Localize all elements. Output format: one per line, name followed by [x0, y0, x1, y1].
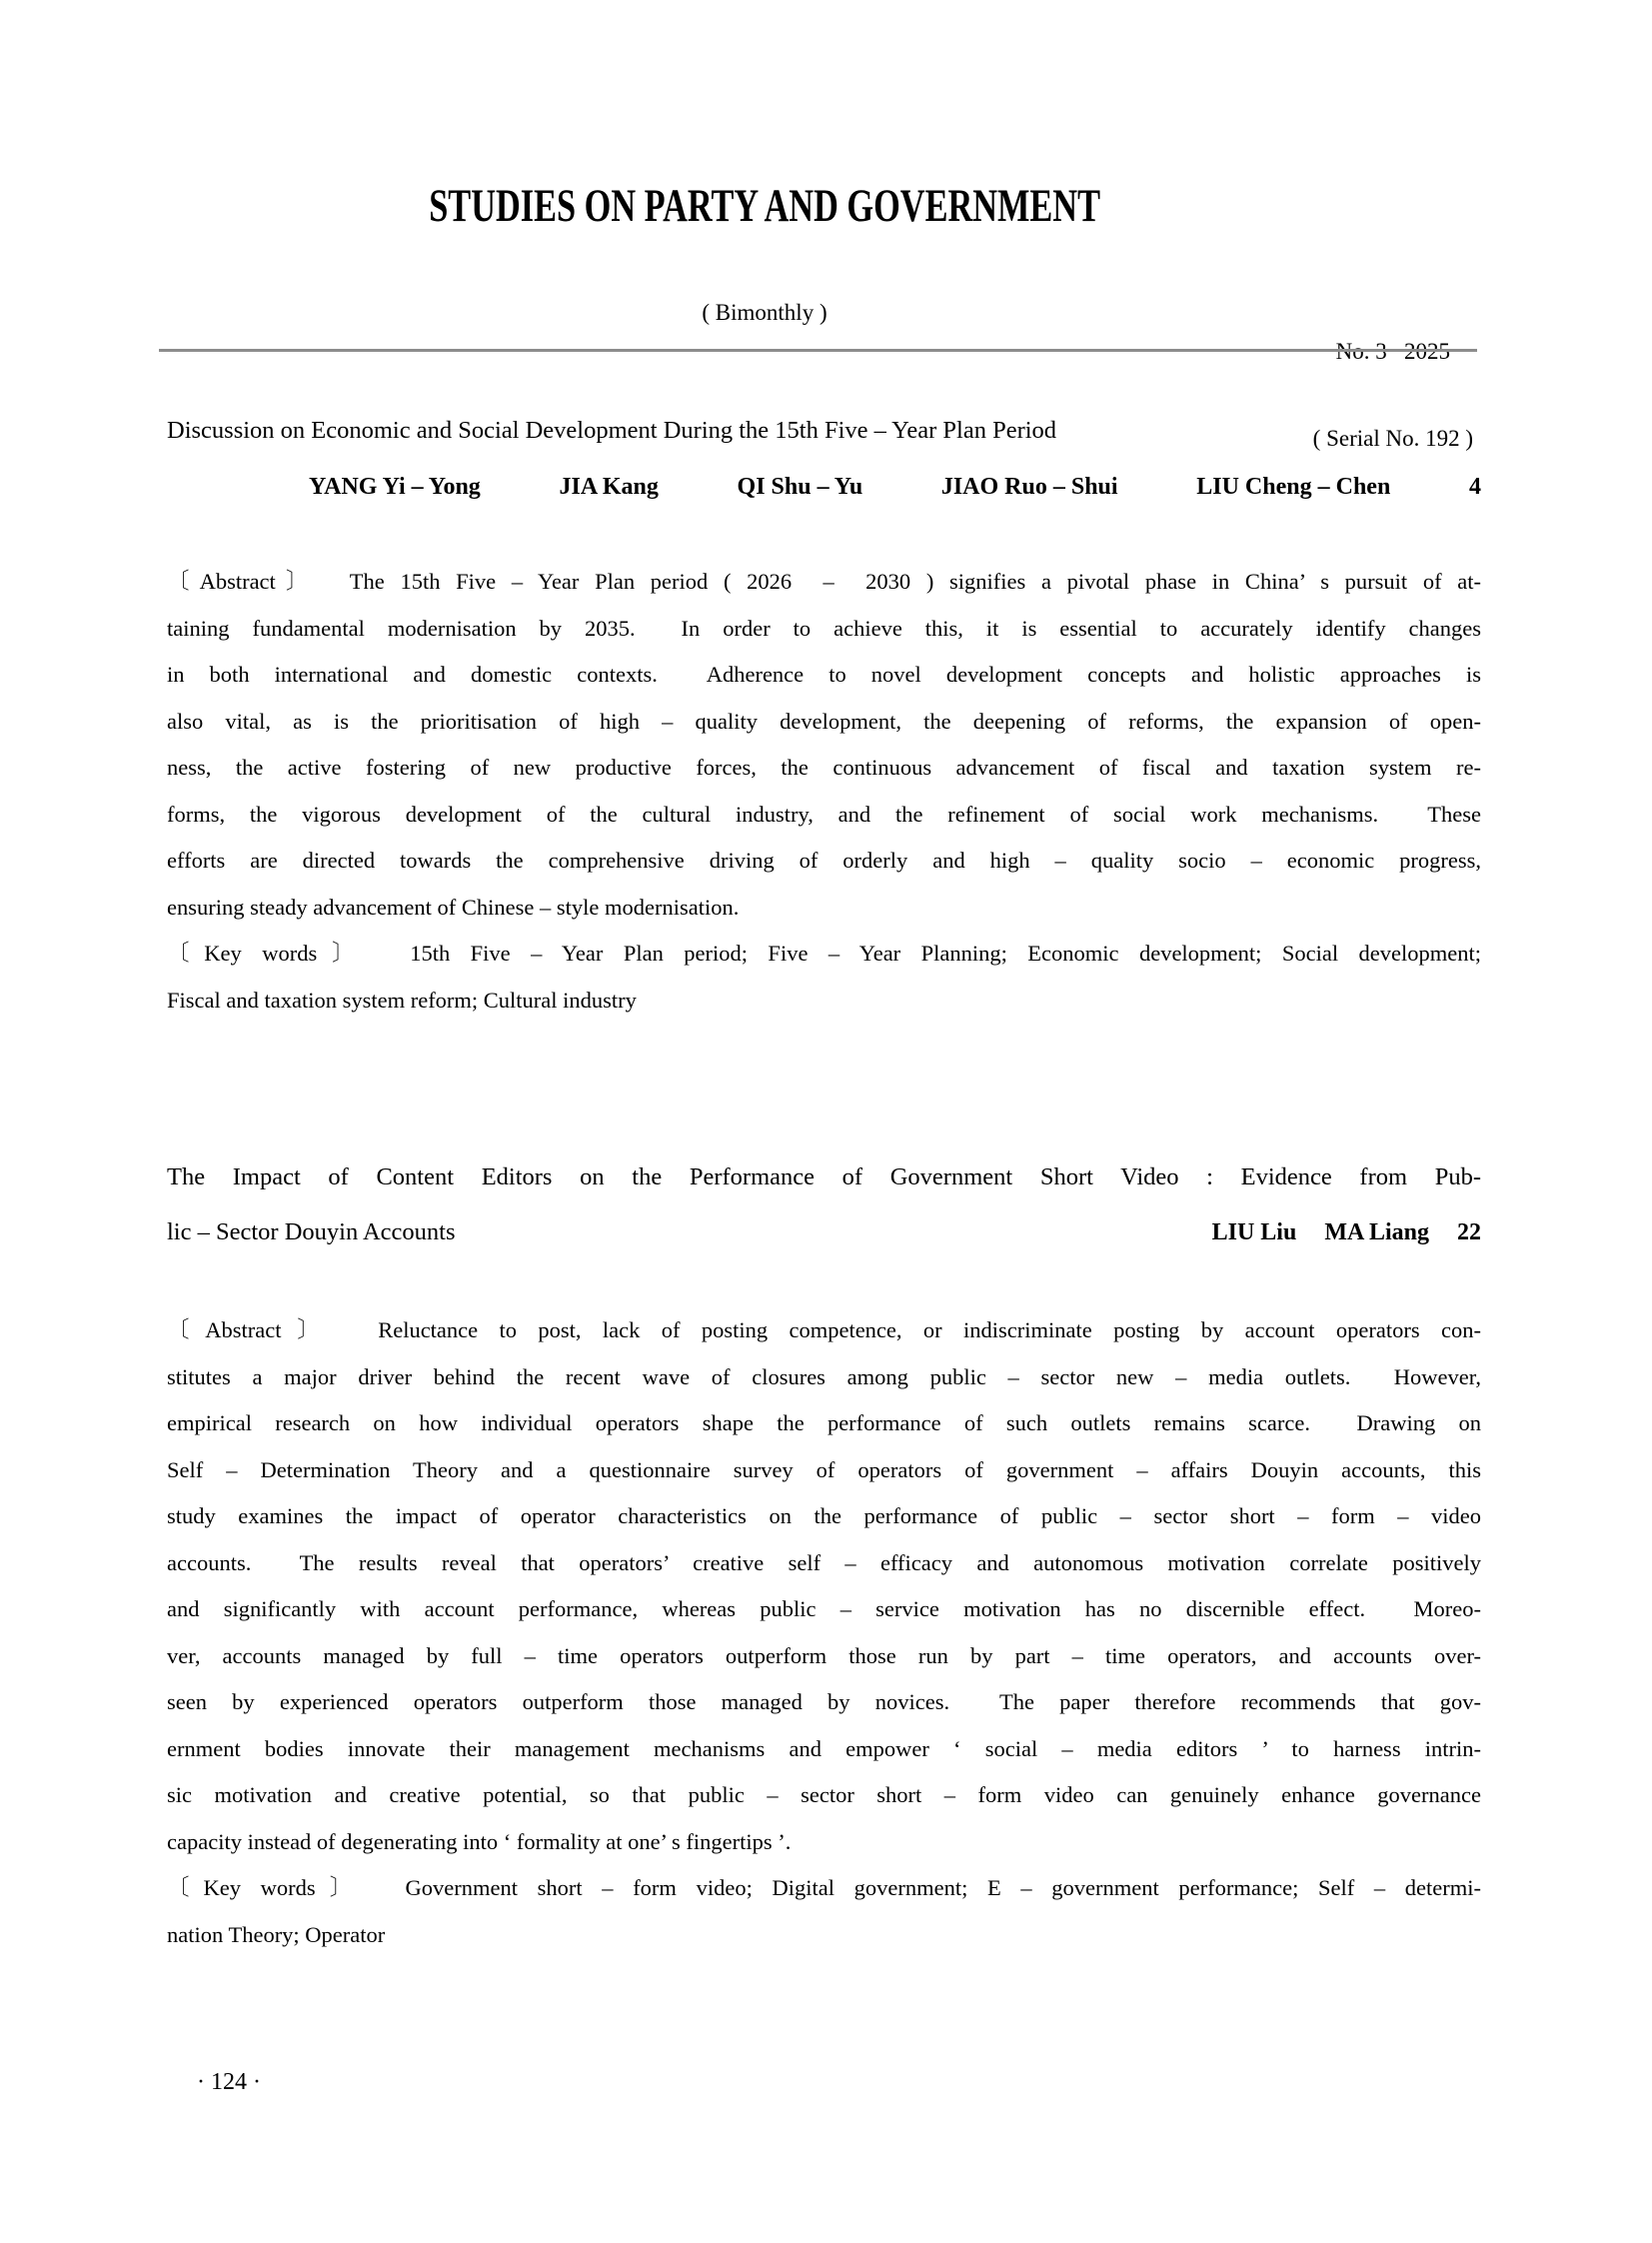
text-line: seen by experienced operators outperform those managed by novices. The paper therefore recommends that gov- [167, 1689, 1481, 1714]
text-line: Fiscal and taxation system reform; Cultural industry [167, 987, 637, 1013]
text-line: ver, accounts managed by full – time operators outperform those run by part – time operators, and accounts over- [167, 1642, 1481, 1668]
text-line: also vital, as is the prioritisation of high – quality development, the deepening of reforms, the expansion of open- [167, 708, 1481, 734]
text-line: ernment bodies innovate their management mechanisms and empower ‘ social – media editors ’ to harness intrin- [167, 1735, 1481, 1761]
text-line: sic motivation and creative potential, so that public – sector short – form video can genuinely enhance governance [167, 1782, 1481, 1807]
article-2-title-line2-row [167, 1204, 1481, 1260]
text-line: accounts. The results reveal that operators’ creative self – efficacy and autonomous motivation correlate positively [167, 1549, 1481, 1575]
author-name: YANG Yi – Yong [309, 474, 481, 500]
text-line: empirical research on how individual operators shape the performance of such outlets remains scarce. Drawing on [167, 1410, 1481, 1435]
author-name: QI Shu – Yu [737, 474, 863, 500]
article-2-title-line2: lic – Sector Douyin Accounts [167, 1218, 456, 1245]
issue-number: No. 3 2025 [1335, 339, 1451, 364]
text-line: forms, the vigorous development of the cultural industry, and the refinement of social work mechanisms. These [167, 801, 1481, 827]
author-name: MA Liang [1324, 1219, 1429, 1245]
author-name: JIA Kang [559, 474, 659, 500]
journal-title: STUDIES ON PARTY AND GOVERNMENT [429, 180, 1101, 232]
text-line: stitutes a major driver behind the recent wave of closures among public – sector new – media outlets. However, [167, 1363, 1481, 1389]
page-number: · 124 · [197, 2069, 261, 2095]
article-1-keywords [167, 931, 1481, 1024]
text-line: taining fundamental modernisation by 2035. In order to achieve this, it is essential to accurately identify changes [167, 615, 1481, 641]
text-line: 〔Abstract〕 The 15th Five – Year Plan period ( 2026 – 2030 ) signifies a pivotal phase in China’ s pursuit of at- [167, 569, 1481, 594]
author-name: JIAO Ruo – Shui [940, 474, 1118, 500]
article-1-abstract [167, 559, 1481, 931]
article-2-title-line1: The Impact of Content Editors on the Performance of Government Short Video : Evidence from Pub- [167, 1163, 1481, 1190]
article-1 [167, 414, 1481, 1024]
article-2 [167, 1149, 1481, 1958]
text-line: 〔Abstract〕 Reluctance to post, lack of posting competence, or indiscriminate posting by account operators con- [167, 1317, 1481, 1342]
page-content [167, 0, 1481, 1958]
text-line: 〔Key words〕 15th Five – Year Plan period; Five – Year Planning; Economic development; Social development; [167, 941, 1481, 966]
text-line: and significantly with account performance, whereas public – service motivation has no discernible effect. Moreo- [167, 1596, 1481, 1621]
journal-header [167, 180, 1481, 243]
text-line: ensuring steady advancement of Chinese – style modernisation. [167, 894, 740, 920]
text-line: study examines the impact of operator characteristics on the performance of public – sector short – form – video [167, 1503, 1481, 1528]
serial-number: ( Serial No. 192 ) [1312, 426, 1473, 451]
article-2-abstract [167, 1307, 1481, 1865]
journal-frequency: ( Bimonthly ) [702, 300, 827, 325]
article-2-authors [1212, 1205, 1481, 1260]
text-line: in both international and domestic contexts. Adherence to novel development concepts and holistic approaches is [167, 662, 1481, 687]
text-line: Self – Determination Theory and a questionnaire survey of operators of government – affairs Douyin accounts, this [167, 1456, 1481, 1482]
text-line: efforts are directed towards the comprehensive driving of orderly and high – quality socio – economic progress, [167, 848, 1481, 873]
issue-info [1313, 279, 1473, 511]
text-line: ness, the active fostering of new productive forces, the continuous advancement of fiscal and taxation system re- [167, 755, 1481, 780]
text-line: nation Theory; Operator [167, 1921, 386, 1947]
article-2-keywords [167, 1865, 1481, 1958]
author-name: LIU Cheng – Chen [1196, 474, 1391, 500]
article-1-authors [309, 472, 1481, 502]
page-ref: 22 [1457, 1219, 1481, 1245]
author-name: LIU Liu [1211, 1219, 1297, 1245]
page-ref: 4 [1468, 474, 1481, 500]
text-line: capacity instead of degenerating into ‘ formality at one’ s fingertips ’. [167, 1828, 792, 1854]
article-1-title: Discussion on Economic and Social Development During the 15th Five – Year Plan Period [167, 417, 1057, 444]
text-line: 〔Key words〕 Government short – form video; Digital government; E – government performance; Self – determi- [167, 1875, 1481, 1900]
header-divider [159, 349, 1477, 352]
